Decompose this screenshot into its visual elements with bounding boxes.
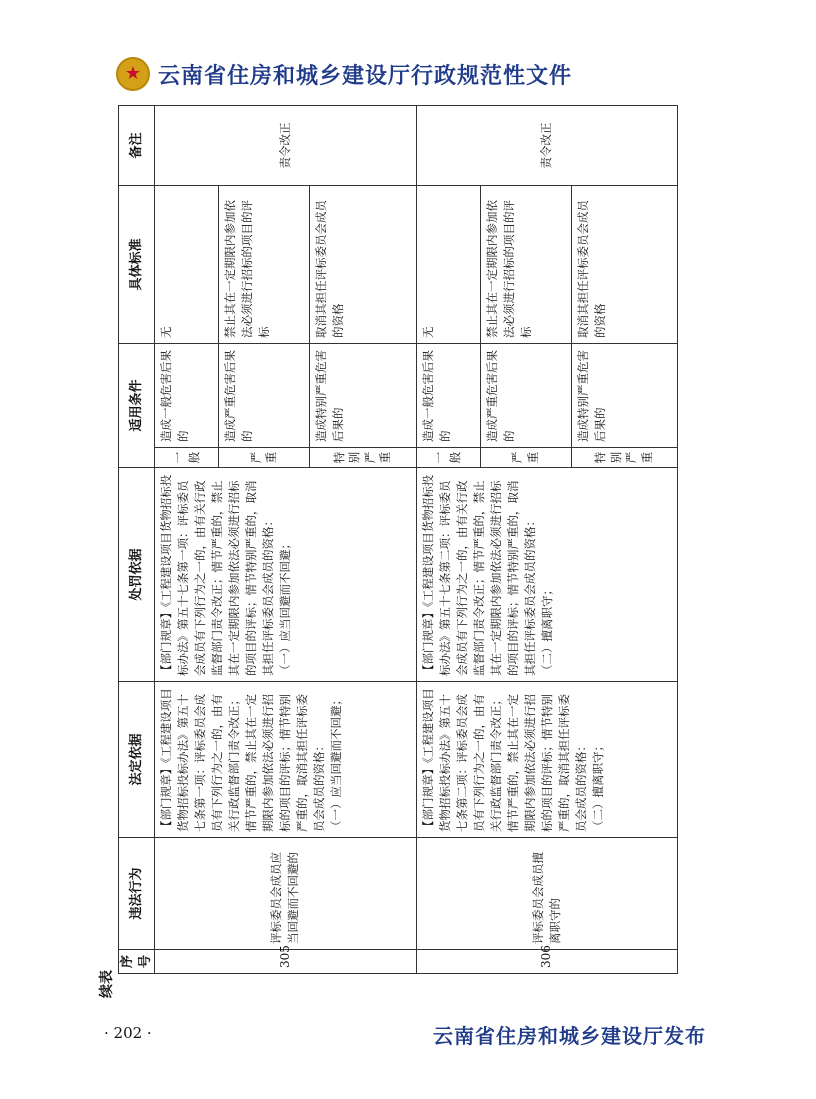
condition-desc: 造成一般危害后果的 <box>155 343 219 447</box>
rotated-table-frame <box>99 106 678 998</box>
legal-basis-item: （一）应当回避而不回避； <box>329 694 344 832</box>
penalty-basis-text: 【部门规章】《工程建设项目货物招标投标办法》第五十七条第二项：评标委员会成员有下列行为之一的，由有关行政监督部门责令改正；情节严重的，禁止其在一定期限内参加依法必须进行招标的项目的评标；情节特别严重的，取消其担任评标委员会成员的资格： <box>420 474 537 676</box>
legal-basis-text: 【部门规章】《工程建设项目货物招标投标办法》第五十七条第二项：评标委员会成员有下列行为之一的，由有关行政监督部门责令改正；情节严重的，禁止其在一定期限内参加依法必须进行招标的项目的评标；情节特别严重的，取消其担任评标委员会成员的资格： <box>420 688 588 832</box>
col-header-standard: 具体标准 <box>119 185 155 343</box>
table-row <box>416 105 480 973</box>
condition-level: 严重 <box>480 448 571 468</box>
col-header-act: 违法行为 <box>119 838 155 950</box>
condition-standard: 无 <box>155 185 219 343</box>
condition-desc: 造成特别严重危害后果的 <box>310 343 416 447</box>
publisher-label: 云南省住房和城乡建设厅发布 <box>433 1024 706 1048</box>
row-violation: 评标委员会成员擅离职守的 <box>416 838 677 950</box>
row-penalty-basis <box>155 468 416 682</box>
row-note: 责令改正 <box>416 105 677 185</box>
condition-standard: 取消其担任评标委员会成员的资格 <box>310 185 416 343</box>
penalty-basis-item: （一）应当回避而不回避； <box>278 538 293 676</box>
condition-desc: 造成一般危害后果的 <box>416 343 480 447</box>
col-header-penalty-basis: 处罚依据 <box>119 468 155 682</box>
condition-level: 一般 <box>155 448 219 468</box>
row-violation: 评标委员会成员应当回避而不回避的 <box>155 838 416 950</box>
condition-standard: 禁止其在一定期限内参加依法必须进行招标的项目的评标 <box>480 185 571 343</box>
condition-level: 严重 <box>219 448 310 468</box>
condition-level: 特别严重 <box>310 448 416 468</box>
col-header-seq: 序号 <box>119 950 155 974</box>
page-number: · 202 · <box>104 1024 152 1042</box>
continuation-label: 续表 <box>99 970 115 998</box>
col-header-note: 备注 <box>119 105 155 185</box>
legal-basis-item: （二）擅离职守； <box>590 740 605 832</box>
col-header-conditions: 适用条件 <box>119 343 155 467</box>
penalty-basis-item: （二）擅离职守； <box>539 584 554 676</box>
row-note: 责令改正 <box>155 105 416 185</box>
legal-basis-text: 【部门规章】《工程建设项目货物招标投标办法》第五十七条第一项：评标委员会成员有下列行为之一的，由有关行政监督部门责令改正；情节严重的，禁止其在一定期限内参加依法必须进行招标的项目的评标；情节特别严重的，取消其担任评标委员会成员的资格： <box>159 688 327 832</box>
table-header-row <box>119 105 155 973</box>
page-header <box>116 52 572 96</box>
condition-standard: 无 <box>416 185 480 343</box>
condition-level: 特别严重 <box>571 448 677 468</box>
condition-desc: 造成严重危害后果的 <box>219 343 310 447</box>
penalty-basis-text: 【部门规章】《工程建设项目货物招标投标办法》第五十七条第一项：评标委员会成员有下列行为之一的，由有关行政监督部门责令改正；情节严重的，禁止其在一定期限内参加依法必须进行招标的项目的评标；情节特别严重的，取消其担任评标委员会成员的资格： <box>159 474 276 676</box>
rotated-table-area <box>99 106 678 998</box>
document-series-title: 云南省住房和城乡建设厅行政规范性文件 <box>158 63 573 89</box>
row-seq: 305 <box>155 950 416 974</box>
condition-standard: 禁止其在一定期限内参加依法必须进行招标的项目的评标 <box>219 185 310 343</box>
national-emblem-icon: ★ <box>116 57 150 91</box>
col-header-legal-basis: 法定依据 <box>119 682 155 838</box>
condition-level: 一般 <box>416 448 480 468</box>
row-legal-basis <box>416 682 677 838</box>
table-row <box>155 105 219 973</box>
condition-desc: 造成特别严重危害后果的 <box>571 343 677 447</box>
condition-desc: 造成严重危害后果的 <box>480 343 571 447</box>
row-penalty-basis <box>416 468 677 682</box>
penalty-standard-table <box>118 105 678 974</box>
condition-standard: 取消其担任评标委员会成员的资格 <box>571 185 677 343</box>
row-seq: 306 <box>416 950 677 974</box>
row-legal-basis <box>155 682 416 838</box>
